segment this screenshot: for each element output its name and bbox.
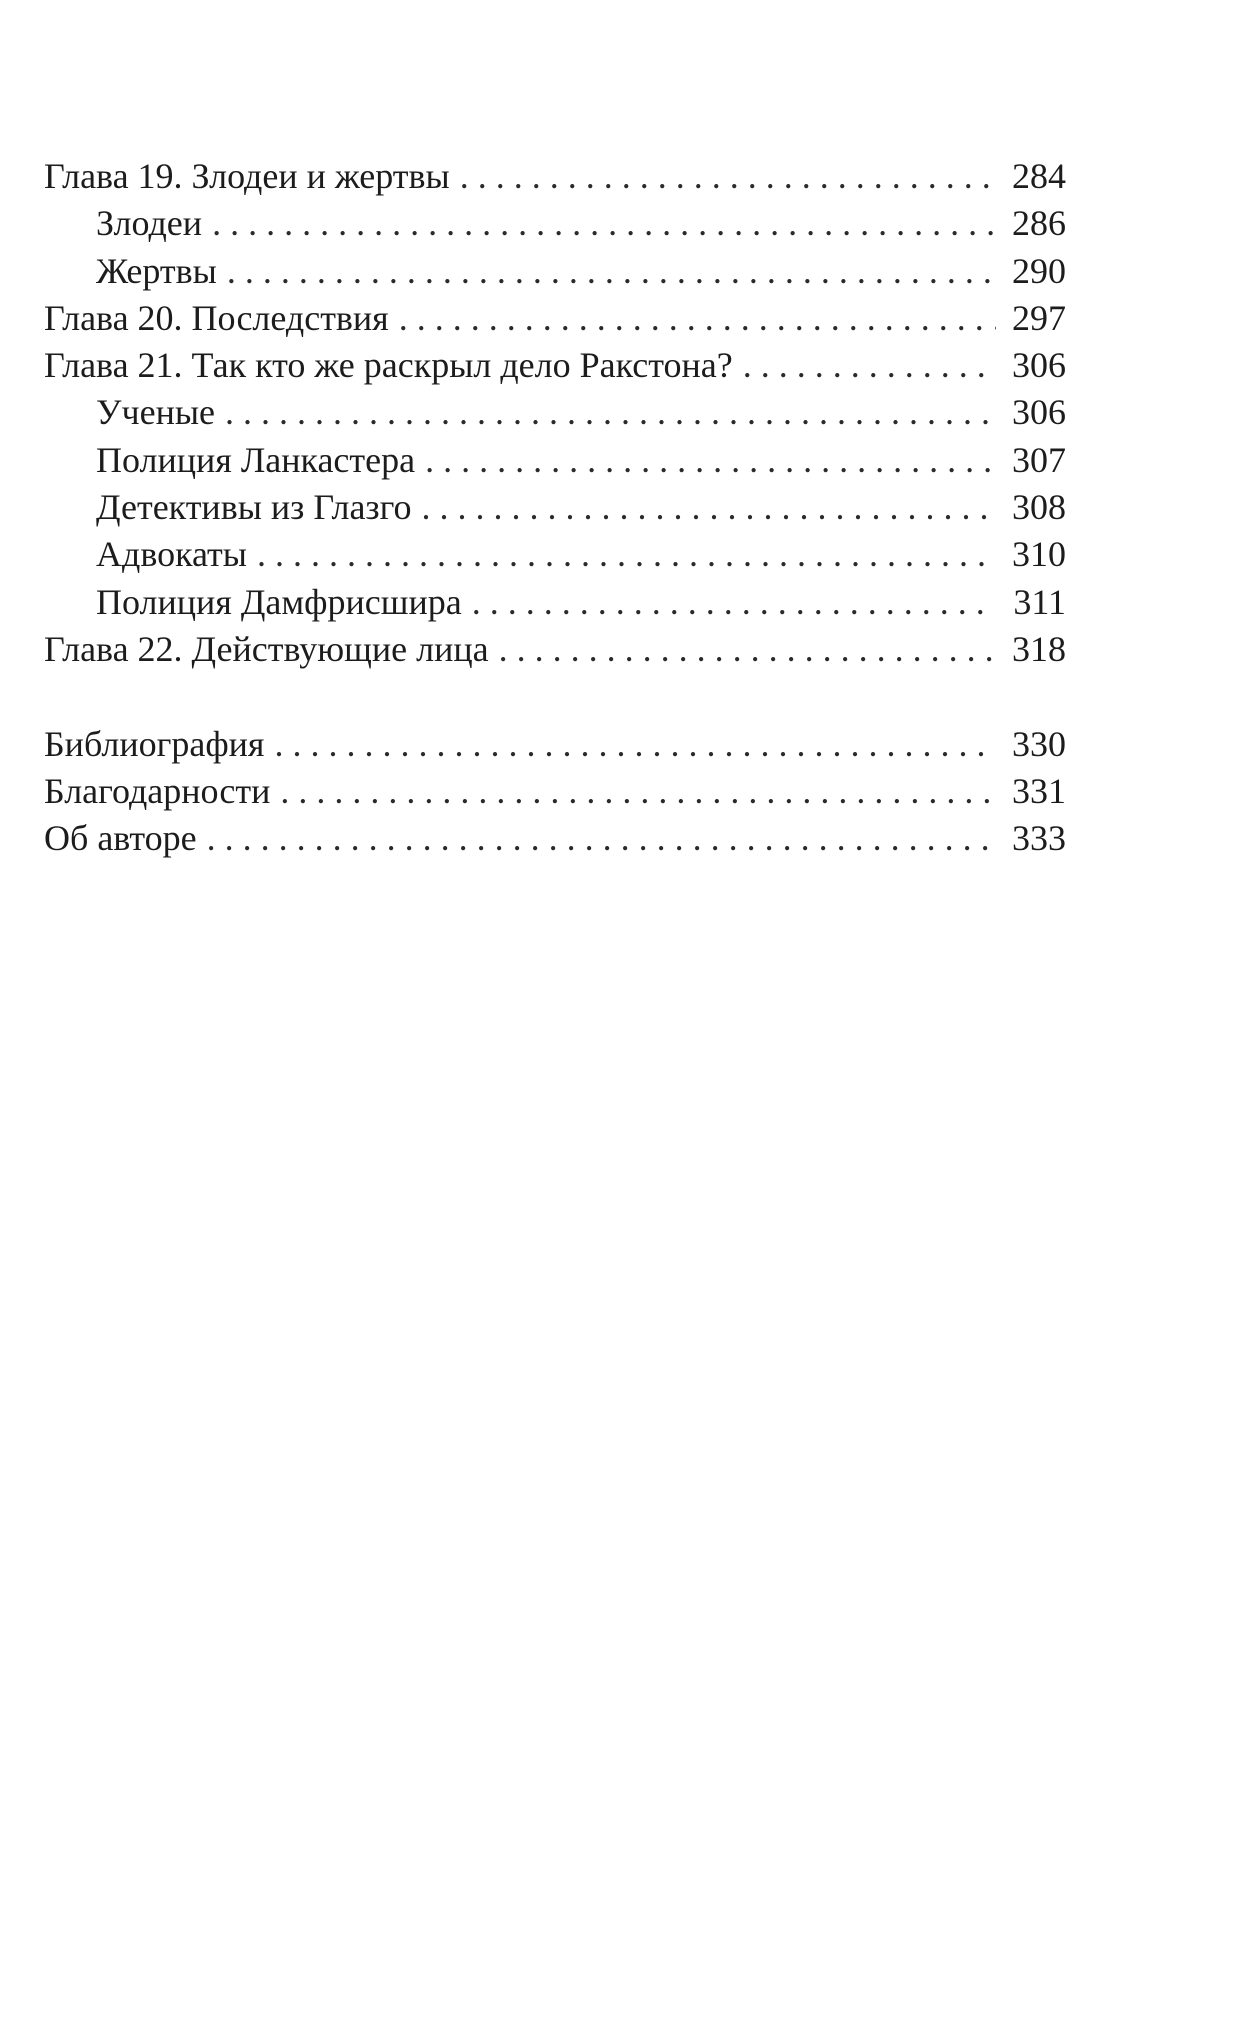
toc-entry-title: Жертвы xyxy=(96,250,217,291)
dot-leader xyxy=(499,626,996,673)
toc-entry-chapter-21 xyxy=(44,342,1066,389)
dot-leader xyxy=(274,721,996,768)
toc-entry-page: 331 xyxy=(1012,770,1066,811)
toc-entry-page: 308 xyxy=(1012,487,1066,528)
dot-leader xyxy=(207,815,996,862)
toc-entry-chapter-19 xyxy=(44,153,1066,200)
toc-entry-title: Библиография xyxy=(44,723,265,764)
dot-leader xyxy=(225,389,996,436)
toc-entry-dumfriesshire-police xyxy=(44,579,1066,626)
toc-entry-page: 290 xyxy=(1012,250,1066,291)
toc-entry-title: Полиция Дамфрисшира xyxy=(96,581,462,622)
toc-entry-glasgow-detectives xyxy=(44,484,1066,531)
toc-entry-title: Глава 22. Действующие лица xyxy=(44,628,489,669)
dot-leader xyxy=(422,484,996,531)
dot-leader xyxy=(460,153,996,200)
toc-entry-title: Благодарности xyxy=(44,770,271,811)
toc-entry-lancaster-police xyxy=(44,437,1066,484)
toc-entry-title: Адвокаты xyxy=(96,534,247,575)
toc-entry-title: Детективы из Глазго xyxy=(96,487,412,528)
toc-entry-page: 330 xyxy=(1012,723,1066,764)
toc-entry-page: 310 xyxy=(1012,534,1066,575)
toc-entry-page: 307 xyxy=(1012,439,1066,480)
dot-leader xyxy=(743,342,996,389)
dot-leader xyxy=(280,768,996,815)
toc-entry-villains xyxy=(44,200,1066,247)
toc-entry-title: Глава 19. Злодеи и жертвы xyxy=(44,156,450,196)
toc-entry-title: Ученые xyxy=(96,392,216,433)
toc-entry-title: Злодеи xyxy=(96,203,203,244)
toc-entry-title: Полиция Ланкастера xyxy=(96,439,416,480)
toc-entry-page: 286 xyxy=(1012,203,1066,244)
dot-leader xyxy=(472,579,996,626)
toc-entry-title: Об авторе xyxy=(44,818,197,859)
dot-leader xyxy=(227,248,996,295)
toc-entry-lawyers xyxy=(44,531,1066,578)
dot-leader xyxy=(399,295,996,342)
toc-entry-page: 284 xyxy=(1012,156,1066,196)
toc-entry-chapter-20 xyxy=(44,295,1066,342)
toc-entry-page: 333 xyxy=(1012,818,1066,859)
toc-entry-about-author xyxy=(44,815,1066,862)
dot-leader xyxy=(425,437,996,484)
toc-entry-page: 297 xyxy=(1012,297,1066,338)
dot-leader xyxy=(212,200,996,247)
toc-entry-page: 311 xyxy=(1013,581,1066,622)
toc-entry-acknowledgements xyxy=(44,768,1066,815)
toc-entry-bibliography xyxy=(44,721,1066,768)
toc-entry-scientists xyxy=(44,389,1066,436)
toc-entry-page: 306 xyxy=(1012,345,1066,386)
dot-leader xyxy=(257,531,996,578)
toc-entry-page: 318 xyxy=(1012,628,1066,669)
toc-entry-title: Глава 21. Так кто же раскрыл дело Ракстона? xyxy=(44,345,733,386)
table-of-contents xyxy=(44,153,1066,862)
toc-entry-chapter-22 xyxy=(44,626,1066,673)
toc-entry-page: 306 xyxy=(1012,392,1066,433)
toc-entry-title: Глава 20. Последствия xyxy=(44,297,389,338)
toc-entry-victims xyxy=(44,248,1066,295)
